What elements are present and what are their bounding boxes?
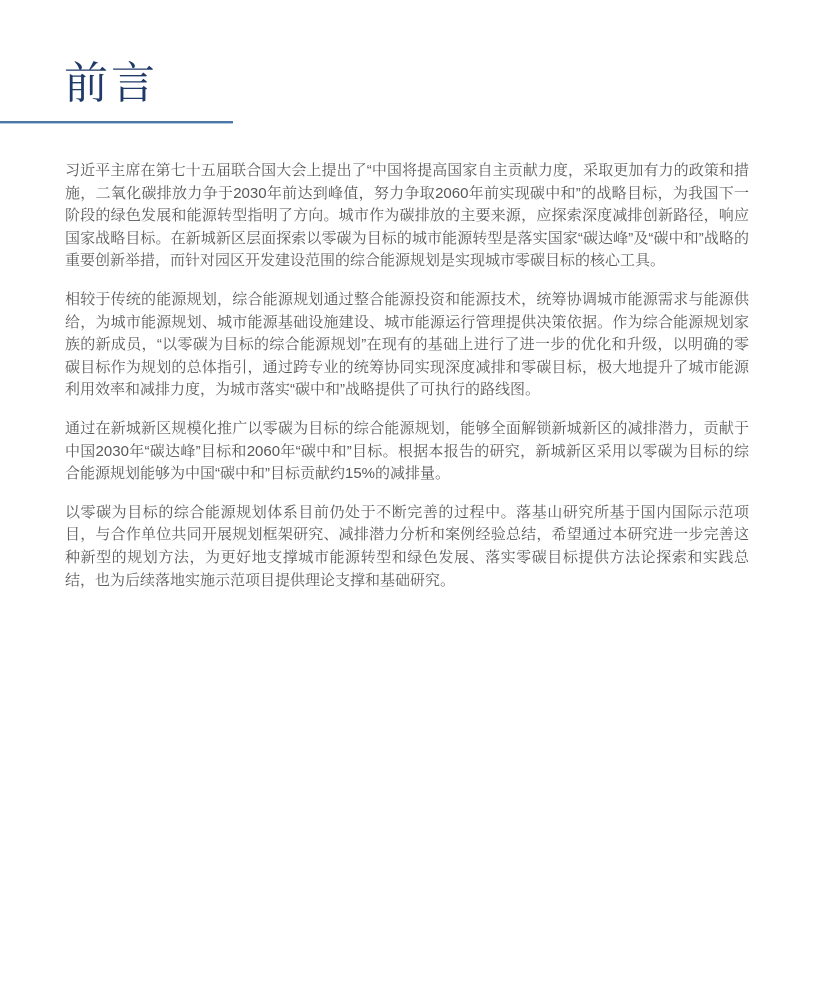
paragraph-3: 通过在新城新区规模化推广以零碳为目标的综合能源规划，能够全面解锁新城新区的减排潜力，贡献于中国2030年“碳达峰”目标和2060年“碳中和”目标。根据本报告的研究，新城新区采用以零碳为目标的综合能源规划能够为中国“碳中和”目标贡献约15%的减排量。 (65, 419, 749, 483)
title-underline-rule (0, 121, 233, 124)
paragraph-1: 习近平主席在第七十五届联合国大会上提出了“中国将提高国家自主贡献力度，采取更加有力的政策和措施，二氧化碳排放力争于2030年前达到峰值，努力争取2060年前实现碳中和”的战略目标，为我国下一阶段的绿色发展和能源转型指明了方向。城市作为碳排放的主要来源，应探索深度减排创新路径，响应国家战略目标。在新城新区层面探索以零碳为目标的城市能源转型是落实国家“碳达峰”及“碳中和”战略的重要创新举措，而针对园区开发建设范围的综合能源规划是实现城市零碳目标的核心工具。 (65, 162, 749, 270)
page-title: 前言 (64, 59, 158, 108)
paragraph-4: 以零碳为目标的综合能源规划体系目前仍处于不断完善的过程中。落基山研究所基于国内国际示范项目，与合作单位共同开展规划框架研究、减排潜力分析和案例经验总结，希望通过本研究进一步完善这种新型的规划方法，为更好地支撑城市能源转型和绿色发展、落实零碳目标提供方法论探索和实践总结，也为后续落地实施示范项目提供理论支撑和基础研究。 (65, 503, 749, 589)
body-content (65, 160, 749, 608)
paragraph-2: 相较于传统的能源规划，综合能源规划通过整合能源投资和能源技术，统筹协调城市能源需求与能源供给，为城市能源规划、城市能源基础设施建设、城市能源运行管理提供决策依据。作为综合能源规划家族的新成员，“以零碳为目标的综合能源规划”在现有的基础上进行了进一步的优化和升级，以明确的零碳目标作为规划的总体指引，通过跨专业的统筹协同实现深度减排和零碳目标，极大地提升了城市能源利用效率和减排力度，为城市落实“碳中和”战略提供了可执行的路线图。 (65, 290, 749, 399)
